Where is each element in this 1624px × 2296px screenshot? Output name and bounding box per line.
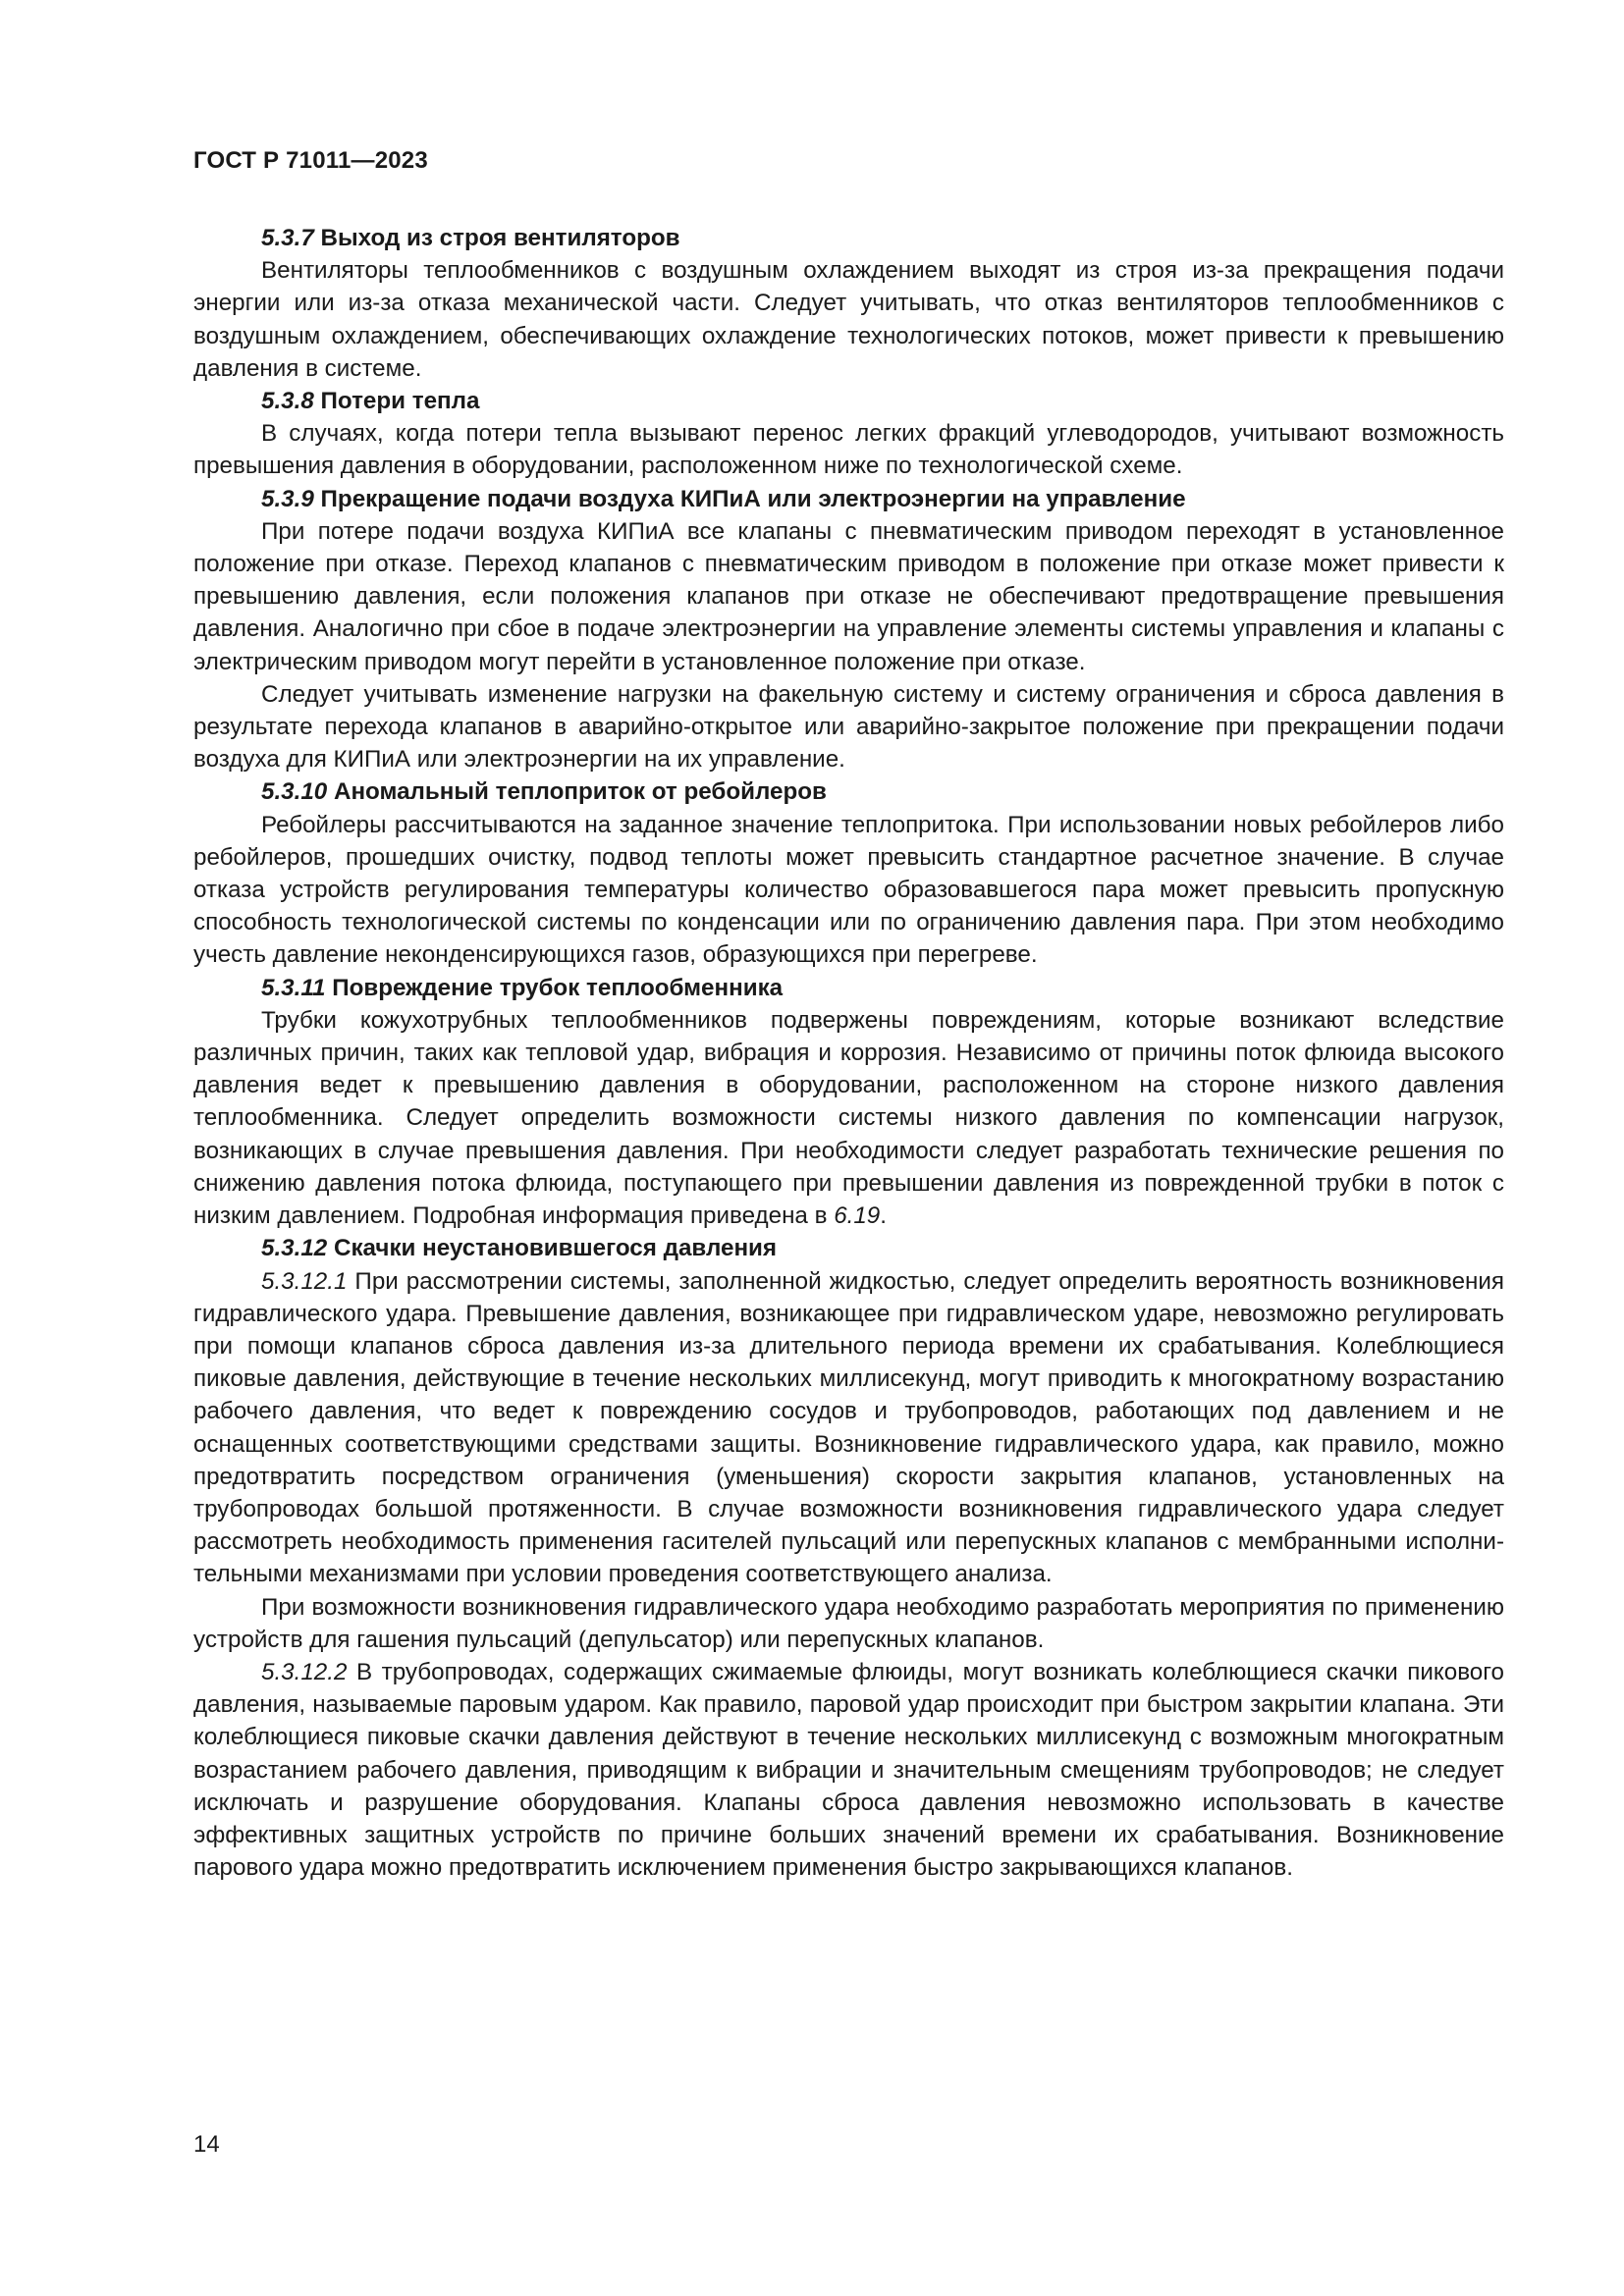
section-heading-5-3-12	[193, 1232, 1504, 1264]
section-number: 5.3.11	[261, 974, 326, 1001]
cross-reference: 6.19	[834, 1202, 881, 1230]
section-heading-5-3-10	[193, 775, 1504, 808]
paragraph: Следует учитывать изменение нагрузки на факельную систему и систему ограничения и сброса давления в результате перехода клапанов в аварийно-открытое или аварийно-закрытое положение при прекращении подачи воздуха для КИПиА или электроэнергии на их управление.	[193, 680, 1504, 774]
section-title: Повреждение трубок теплообменника	[332, 974, 784, 1001]
section-title: Скачки неустановившегося давления	[333, 1235, 778, 1262]
subsection-number: 5.3.12.1	[261, 1267, 348, 1295]
section-number: 5.3.10	[261, 778, 328, 806]
document-header: ГОСТ Р 71011—2023	[193, 147, 428, 174]
section-heading-5-3-9	[193, 483, 1504, 515]
paragraph: При потере подачи воздуха КИПиА все клапаны с пневматическим приводом переходят в установленное положение при отказе. Переход клапанов с пневматическим приводом в положение при отказе может привести к превышению давления, если положения клапанов при отказе не обеспечивают предотвращение превышения давления. Аналогично при сбое в подаче электроэнергии на управление элементы системы управления и клапаны с электрическим приводом могут перейти в установленное положение при отказе.	[193, 517, 1504, 675]
paragraph: При возможности возникновения гидравлического удара необходимо разработать мероприятия по применению устройств для гашения пульсаций (депульсатор) или перепускных клапанов.	[193, 1593, 1504, 1653]
paragraph-text: .	[880, 1202, 887, 1230]
section-heading-5-3-11	[193, 972, 1504, 1004]
paragraph	[193, 1265, 1504, 1591]
section-title: Аномальный теплоприток от ребойлеров	[333, 778, 827, 806]
section-title: Потери тепла	[320, 388, 480, 415]
paragraph-text: Трубки кожухотрубных теплообменников подвержены повреждениям, которые возникают вследствие различных причин, таких как тепловой удар, вибрация и коррозия. Независимо от причины поток флюида высокого давления ведет к превышению давления в оборудовании, расположенном на стороне низкого давления теплообменника. Следует определить возможности системы низкого давления по компенсации нагрузок, возникающих в случае превышения давления. При необходимости следует разработать технические решения по снижению давления потока флюида, поступающего при превышении давления из поврежденной трубки в поток с низким давлением. Подробная информация приведена в	[193, 1006, 1504, 1230]
section-number: 5.3.8	[261, 388, 314, 415]
paragraph: Ребойлеры рассчитываются на заданное значение теплопритока. При использовании новых ребойлеров либо ребойлеров, прошедших очистку, подвод теплоты может превысить стандартное расчетное значение. В случае отказа устройств регулирования температуры количество образовавшегося пара может превысить пропускную способность технологической системы по конденсации или по ограничению давления пара. При этом необходимо учесть давление неконденсирующихся газов, образующихся при перегреве.	[193, 811, 1504, 969]
document-body	[193, 222, 1504, 1884]
section-number: 5.3.9	[261, 485, 314, 512]
section-heading-5-3-8	[193, 385, 1504, 417]
paragraph: В случаях, когда потери тепла вызывают перенос легких фракций углеводородов, учитывают возможность превышения давления в оборудовании, расположенном ниже по технологической схеме.	[193, 420, 1504, 480]
section-number: 5.3.7	[261, 225, 314, 251]
paragraph: Вентиляторы теплообменников с воздушным охлаждением выходят из строя из-за прекращения подачи энергии или из-за отказа механической части. Следует учитывать, что отказ вентиляторов теплообменников с воздушным охлаждением, обеспечивающих охлаждение технологических потоков, может привести к превышению давления в системе.	[193, 257, 1504, 382]
subsection-number: 5.3.12.2	[261, 1658, 348, 1685]
paragraph	[193, 1004, 1504, 1232]
page-number: 14	[193, 2131, 220, 2158]
section-title: Прекращение подачи воздуха КИПиА или электроэнергии на управление	[320, 485, 1186, 512]
paragraph-text: При рассмотрении системы, заполненной жидкостью, следует определить вероятность возникновения гидравлического удара. Превышение давления, возникающее при гидравлическом ударе, невозможно регулировать при помощи клапанов сброса давления из-за длительного периода времени их срабатывания. Колеблющиеся пиковые давления, действующие в течение нескольких миллисекунд, могут приводить к многократному возрастанию рабочего давления, что ведет к повреждению сосудов и трубопроводов, работающих под давлением и не оснащенных соответствующими средствами защиты. Возникновение гидравлического удара, как правило, можно предотвратить посредством ограничения (уменьшения) скорости закрытия клапанов, установленных на трубопроводах большой протяженности. В случае возможности возникновения гидравлического удара следует рассмотреть необходимость применения гасителей пульсаций или перепускных клапанов с мембранными исполнительными механизмами при условии проведения соответствующего анализа.	[193, 1267, 1504, 1588]
paragraph-text: В трубопроводах, содержащих сжимаемые флюиды, могут возникать колеблющиеся скачки пикового давления, называемые паровым ударом. Как правило, паровой удар происходит при быстром закрытии клапана. Эти колеблющиеся пиковые скачки давления действуют в течение нескольких миллисекунд с возможным многократным возрастанием рабочего давления, приводящим к вибрации и значительным смещениям трубопроводов; не следует исключать и разрушение оборудования. Клапаны сброса давления невозможно использовать в качестве эффективных защитных устройств по причине больших значений времени их срабатывания. Возникновение парового удара можно предотвратить исключением применения быстро закрывающихся клапанов.	[193, 1658, 1504, 1882]
paragraph	[193, 1656, 1504, 1884]
section-heading-5-3-7	[193, 222, 1504, 254]
section-number: 5.3.12	[261, 1235, 328, 1262]
section-title: Выход из строя вентиляторов	[320, 225, 680, 251]
